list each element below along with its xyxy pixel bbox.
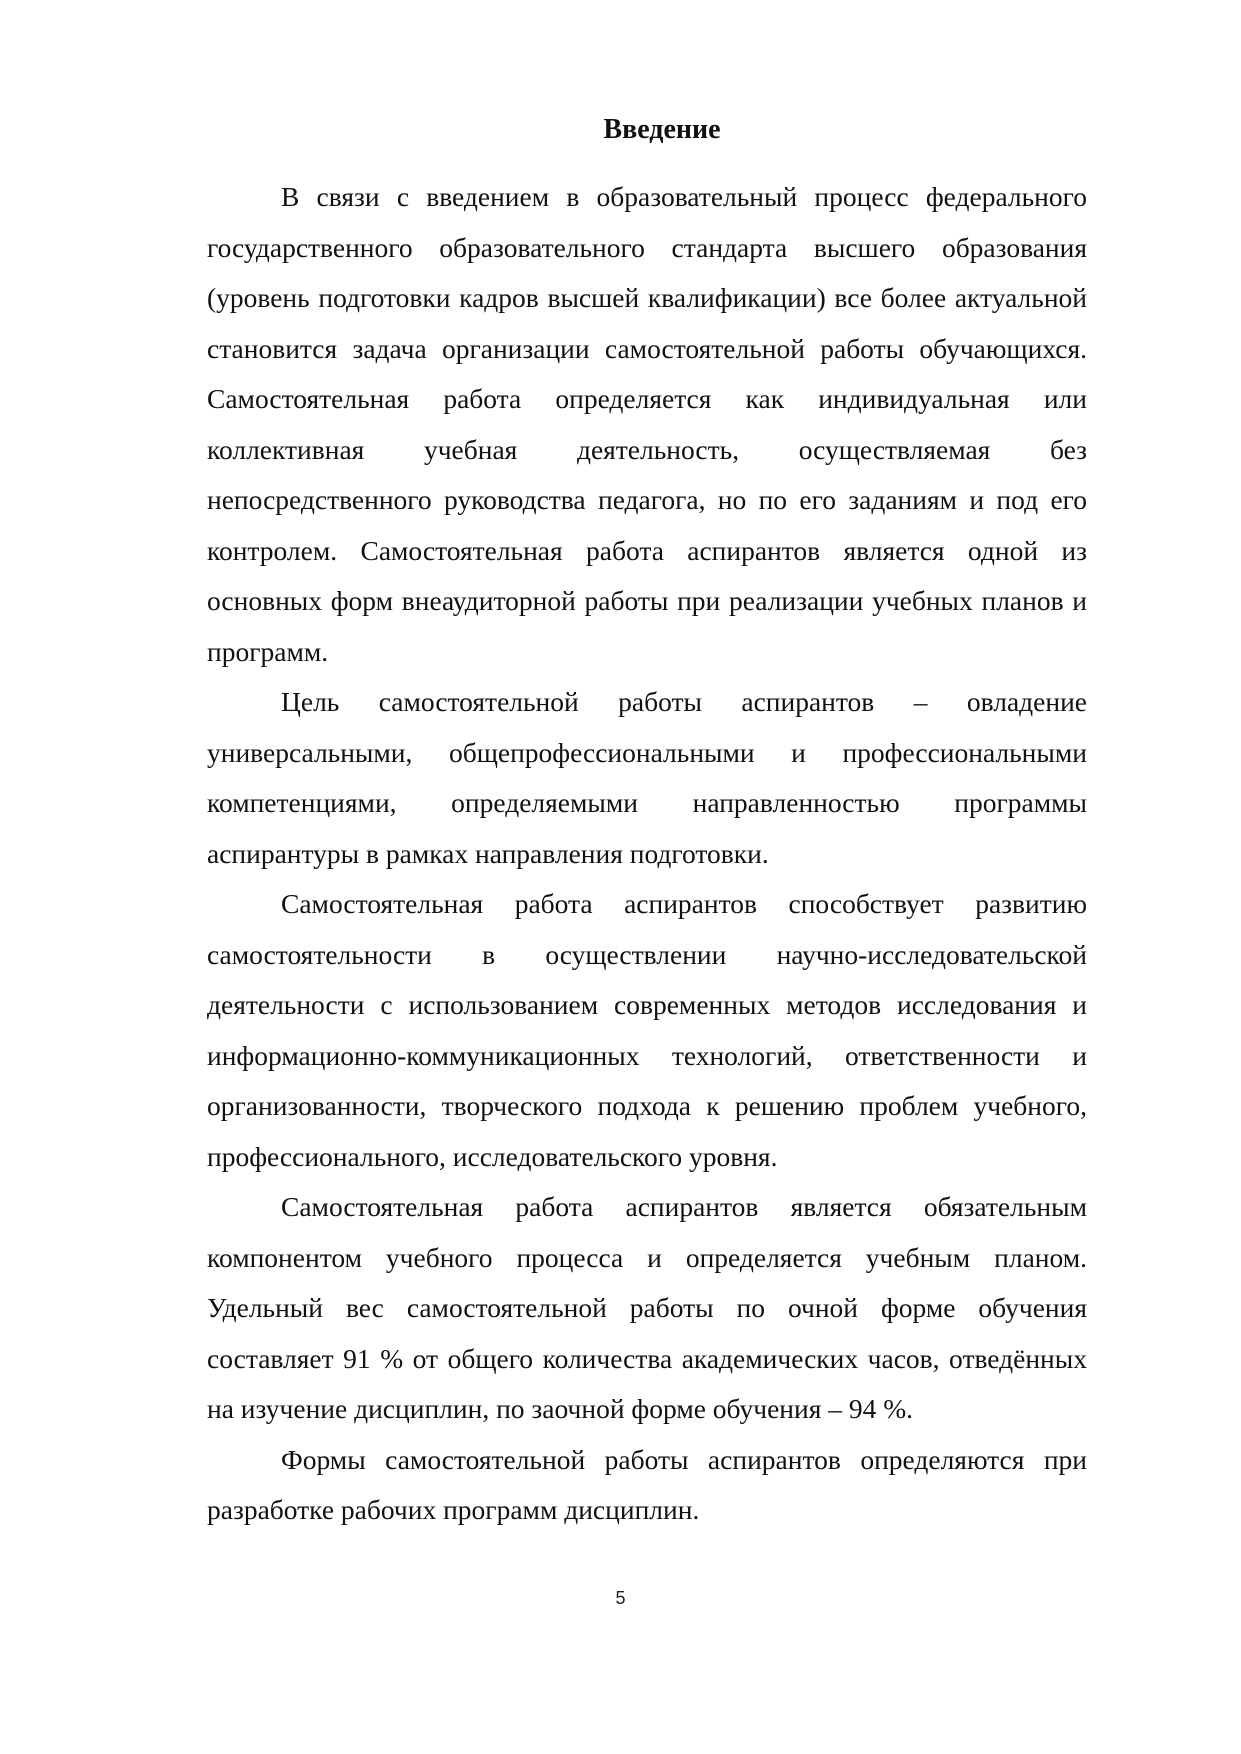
paragraph-goal: Цель самостоятельной работы аспирантов – овладение универсальными, общепрофессиональными и профессиональными компетенциями, определяемыми направленностью программы аспирантуры в рамках направления подготовки. xyxy=(207,686,1087,869)
paragraph-share: Самостоятельная работа аспирантов является обязательным компонентом учебного процесса и определяется учебным планом. Удельный вес самостоятельной работы по очной форме обучения составляет 91 % от общего количества академических часов, отведённых на изучение дисциплин, по заочной форме обучения – 94 %. xyxy=(207,1191,1087,1424)
page-title: Введение xyxy=(603,114,721,145)
paragraph-intro: В связи с введением в образовательный процесс федерального государственного образовательного стандарта высшего образования (уровень подготовки кадров высшей квалификации) все более актуальной становится задача организации самостоятельной работы обучающихся. Самостоятельная работа определяется как индивидуальная или коллективная учебная деятельность, осуществляемая без непосредственного руководства педагога, но по его заданиям и под его контролем. Самостоятельная работа аспирантов является одной из основных форм внеаудиторной работы при реализации учебных планов и программ. xyxy=(207,181,1087,667)
paragraph-forms: Формы самостоятельной работы аспирантов определяются при разработке рабочих программ дисциплин. xyxy=(207,1443,1087,1525)
paragraph-development: Самостоятельная работа аспирантов способствует развитию самостоятельности в осуществлении научно-исследовательской деятельности с использованием современных методов исследования и информационно-коммуникационных технологий, ответственности и организованности, творческого подхода к решению проблем учебного, профессионального, исследовательского уровня. xyxy=(207,888,1087,1172)
page-number: 5 xyxy=(615,1588,626,1608)
document-page xyxy=(207,110,1087,1536)
